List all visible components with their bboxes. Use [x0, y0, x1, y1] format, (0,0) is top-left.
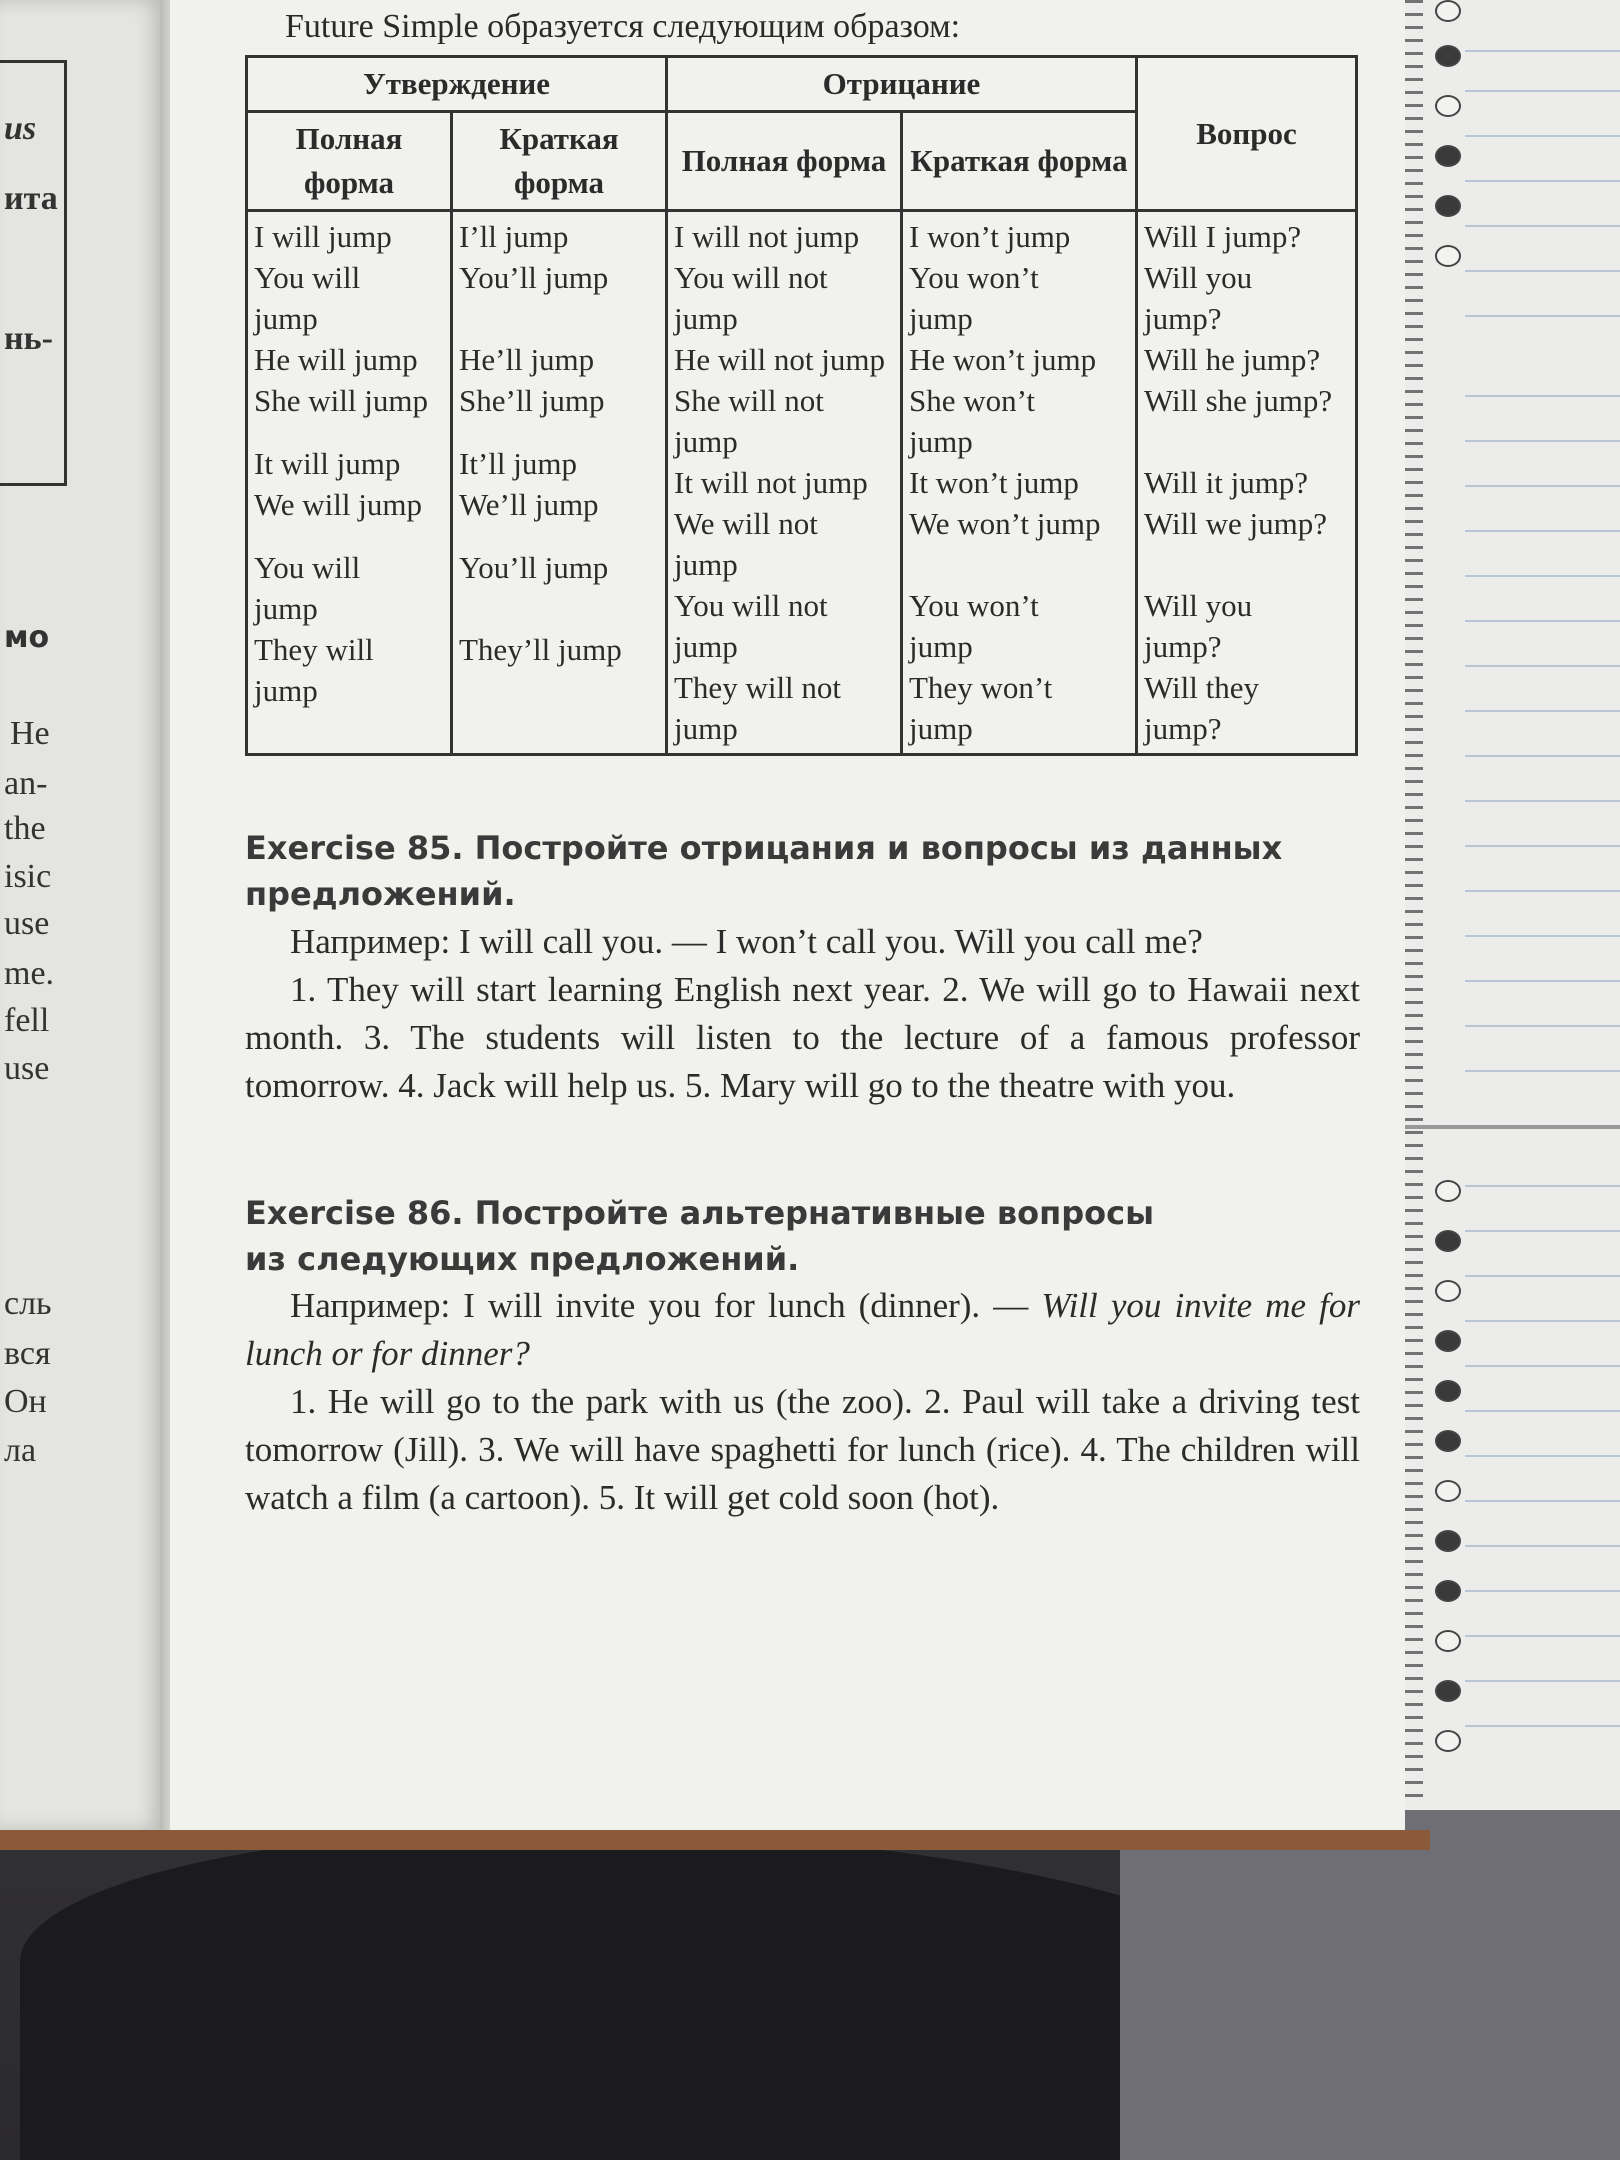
cell-line: He will not jump	[674, 342, 885, 377]
notebook-hole	[1435, 245, 1461, 267]
notebook-line	[1465, 315, 1620, 317]
notebook-line	[1465, 1635, 1620, 1637]
notebook-line	[1465, 440, 1620, 442]
cell-line: She will not	[674, 383, 824, 418]
cell-line: It’ll jump	[459, 446, 577, 481]
cell-line: You won’t	[909, 260, 1039, 295]
cell-line: jump	[909, 629, 973, 664]
notebook-line	[1465, 665, 1620, 667]
left-word: вся	[4, 1335, 51, 1372]
notebook-line	[1465, 1590, 1620, 1592]
left-word: Он	[4, 1383, 47, 1420]
subheader-full-form: Полная форма	[667, 112, 902, 211]
cell-line: You won’t	[909, 588, 1039, 623]
notebook-line	[1465, 710, 1620, 712]
cell-line: I’ll jump	[459, 219, 569, 254]
cell-line: jump	[674, 424, 738, 459]
grey-fabric	[1120, 1800, 1620, 2160]
notebook-line	[1465, 1455, 1620, 1457]
cell-line: You will	[254, 260, 361, 295]
cell-line: We won’t jump	[909, 506, 1101, 541]
cell-line: I won’t jump	[909, 219, 1071, 254]
left-word: ита	[4, 180, 58, 217]
cell-line: Will she jump?	[1144, 383, 1333, 418]
cell-line: jump	[254, 301, 318, 336]
notebook-hole	[1435, 1430, 1461, 1452]
notebook-line	[1465, 1365, 1620, 1367]
table-cell	[247, 211, 452, 755]
book-edge	[0, 1830, 1430, 1850]
notebook-divider	[1405, 1125, 1620, 1129]
cell-line: jump	[909, 711, 973, 746]
exercise-85-text: 1. They will start learning English next year. 2. We will go to Hawaii next month. 3. The students will listen to the lecture of a famous professor tomorrow. 4. Jack will help us. 5. Mary will go to the theatre with you.	[245, 970, 1360, 1105]
notebook-line	[1465, 935, 1620, 937]
exercise-title-line: предложений.	[245, 875, 516, 913]
notebook-hole	[1435, 45, 1461, 67]
notebook-line	[1465, 755, 1620, 757]
cell-line: They’ll jump	[459, 632, 622, 667]
left-word: use	[4, 905, 50, 942]
cell-line: jump	[674, 711, 738, 746]
cell-line: She will jump	[254, 383, 428, 418]
cell-line: He’ll jump	[459, 342, 595, 377]
notebook-hole	[1435, 0, 1461, 22]
cell-line: They won’t	[909, 670, 1053, 705]
cell-line	[459, 298, 659, 339]
notebook-line	[1465, 530, 1620, 532]
left-word: isic	[4, 858, 52, 895]
cell-line: You’ll jump	[459, 260, 609, 295]
notebook-hole	[1435, 1730, 1461, 1752]
cell-line: We will not	[674, 506, 818, 541]
cell-line: They will	[254, 632, 374, 667]
cell-line: jump	[674, 301, 738, 336]
notebook-line	[1465, 1320, 1620, 1322]
notebook-hole	[1435, 1280, 1461, 1302]
table-row	[247, 211, 1357, 755]
cell-line: jump?	[1144, 301, 1222, 336]
notebook-line	[1465, 1545, 1620, 1547]
intro-line: Future Simple образуется следующим образом:	[285, 8, 961, 45]
notebook-line	[1465, 1725, 1620, 1727]
cell-line: Will you	[1144, 260, 1253, 295]
left-word: me.	[4, 955, 55, 992]
cell-line: jump	[674, 629, 738, 664]
notebook-line	[1465, 90, 1620, 92]
notebook-line	[1465, 890, 1620, 892]
header-question: Вопрос	[1137, 57, 1357, 211]
notebook-line	[1465, 620, 1620, 622]
left-word: мо	[4, 620, 50, 655]
subheader-full-form: Полная форма	[247, 112, 452, 211]
future-simple-table	[245, 55, 1358, 756]
left-word: сль	[4, 1285, 52, 1322]
notebook-hole	[1435, 1180, 1461, 1202]
cell-line: Will they	[1144, 670, 1259, 705]
notebook-line	[1465, 1500, 1620, 1502]
exercise-85-title	[245, 825, 1282, 917]
notebook-line	[1465, 1185, 1620, 1187]
cell-line: We’ll jump	[459, 487, 599, 522]
left-page	[0, 0, 165, 1830]
table-cell	[452, 211, 667, 755]
cell-line: It will not jump	[674, 465, 868, 500]
cell-line: Will we jump?	[1144, 506, 1327, 541]
notebook-line	[1465, 225, 1620, 227]
table-cell	[1137, 211, 1357, 755]
notebook-hole	[1435, 95, 1461, 117]
exercise-title-line: из следующих предложений.	[245, 1240, 800, 1278]
cell-line: Will he jump?	[1144, 342, 1321, 377]
exercise-title-line: Exercise 86. Постройте альтернативные вопросы	[245, 1194, 1154, 1232]
left-word: the	[4, 810, 46, 847]
cell-line: You’ll jump	[459, 550, 609, 585]
cell-line: I will jump	[254, 219, 392, 254]
left-word: He	[10, 715, 50, 752]
notebook-hole	[1435, 1530, 1461, 1552]
notebook-line	[1465, 1410, 1620, 1412]
notebook-hole	[1435, 1630, 1461, 1652]
cell-line: Will I jump?	[1144, 219, 1302, 254]
notebook-hole	[1435, 145, 1461, 167]
cell-line: You will not	[674, 588, 828, 623]
exercise-86-example	[245, 1282, 1360, 1378]
notebook-line	[1465, 1275, 1620, 1277]
cell-line: They will not	[674, 670, 842, 705]
left-word: fell	[4, 1002, 50, 1039]
left-word: ла	[4, 1432, 37, 1469]
notebook-line	[1465, 800, 1620, 802]
notebook-hole	[1435, 1330, 1461, 1352]
exercise-title-line: Exercise 85. Постройте отрицания и вопросы из данных	[245, 829, 1283, 867]
cell-line: jump	[254, 673, 318, 708]
exercise-86-title	[245, 1190, 1154, 1282]
notebook-line	[1465, 980, 1620, 982]
left-word: us	[4, 110, 37, 147]
notebook-line	[1465, 485, 1620, 487]
cell-line: jump?	[1144, 711, 1222, 746]
notebook-line	[1465, 270, 1620, 272]
header-affirmative: Утверждение	[247, 57, 667, 112]
left-word: нь-	[4, 320, 53, 357]
cell-line: jump	[674, 547, 738, 582]
notebook-line	[1465, 135, 1620, 137]
notebook-line	[1465, 395, 1620, 397]
subheader-short-form: Краткая форма	[452, 112, 667, 211]
notebook-line	[1465, 1680, 1620, 1682]
table-cell	[667, 211, 902, 755]
notebook-line	[1465, 575, 1620, 577]
cell-line: It will jump	[254, 446, 401, 481]
cell-line: You will not	[674, 260, 828, 295]
cell-line: You will	[254, 550, 361, 585]
notebook-hole	[1435, 1230, 1461, 1252]
table-cell	[902, 211, 1137, 755]
left-word: use	[4, 1050, 50, 1087]
cell-line: jump	[909, 301, 973, 336]
cell-line: jump	[909, 424, 973, 459]
notebook-hole	[1435, 1580, 1461, 1602]
notebook-line	[1465, 50, 1620, 52]
cell-line: We will jump	[254, 487, 422, 522]
header-negative: Отрицание	[667, 57, 1137, 112]
cell-line: He will jump	[254, 342, 418, 377]
table-header-row	[247, 57, 1357, 112]
notebook-line	[1465, 845, 1620, 847]
example-prefix: Например: I will invite you for lunch (dinner). —	[290, 1286, 1042, 1325]
notebook-line	[1465, 1230, 1620, 1232]
cell-line: Will it jump?	[1144, 465, 1309, 500]
example-answer: Will you invite me for lunch or for dinner?	[245, 1286, 1361, 1373]
notebook	[1395, 0, 1620, 1810]
exercise-85-example: Например: I will call you. — I won’t call you. Will you call me?	[290, 922, 1203, 961]
cell-line: jump?	[1144, 629, 1222, 664]
subheader-short-form: Краткая форма	[902, 112, 1137, 211]
cell-line: jump	[254, 591, 318, 626]
notebook-hole	[1435, 1480, 1461, 1502]
left-word: an-	[4, 765, 48, 802]
notebook-line	[1465, 1025, 1620, 1027]
cell-line: It won’t jump	[909, 465, 1079, 500]
exercise-86-text: 1. He will go to the park with us (the zoo). 2. Paul will take a driving test tomorrow (Jill). 3. We will have spaghetti for lunch (rice). 4. The children will watch a film (a cartoon). 5. It will get cold soon (hot).	[245, 1382, 1360, 1517]
cell-line: I will not jump	[674, 219, 860, 254]
cell-line: He won’t jump	[909, 342, 1097, 377]
cell-line	[459, 588, 659, 629]
notebook-line	[1465, 1070, 1620, 1072]
notebook-hole	[1435, 1680, 1461, 1702]
cell-line: She won’t	[909, 383, 1036, 418]
cell-line: Will you	[1144, 588, 1253, 623]
notebook-hole	[1435, 1380, 1461, 1402]
cell-line: She’ll jump	[459, 383, 605, 418]
notebook-hole	[1435, 195, 1461, 217]
notebook-line	[1465, 180, 1620, 182]
